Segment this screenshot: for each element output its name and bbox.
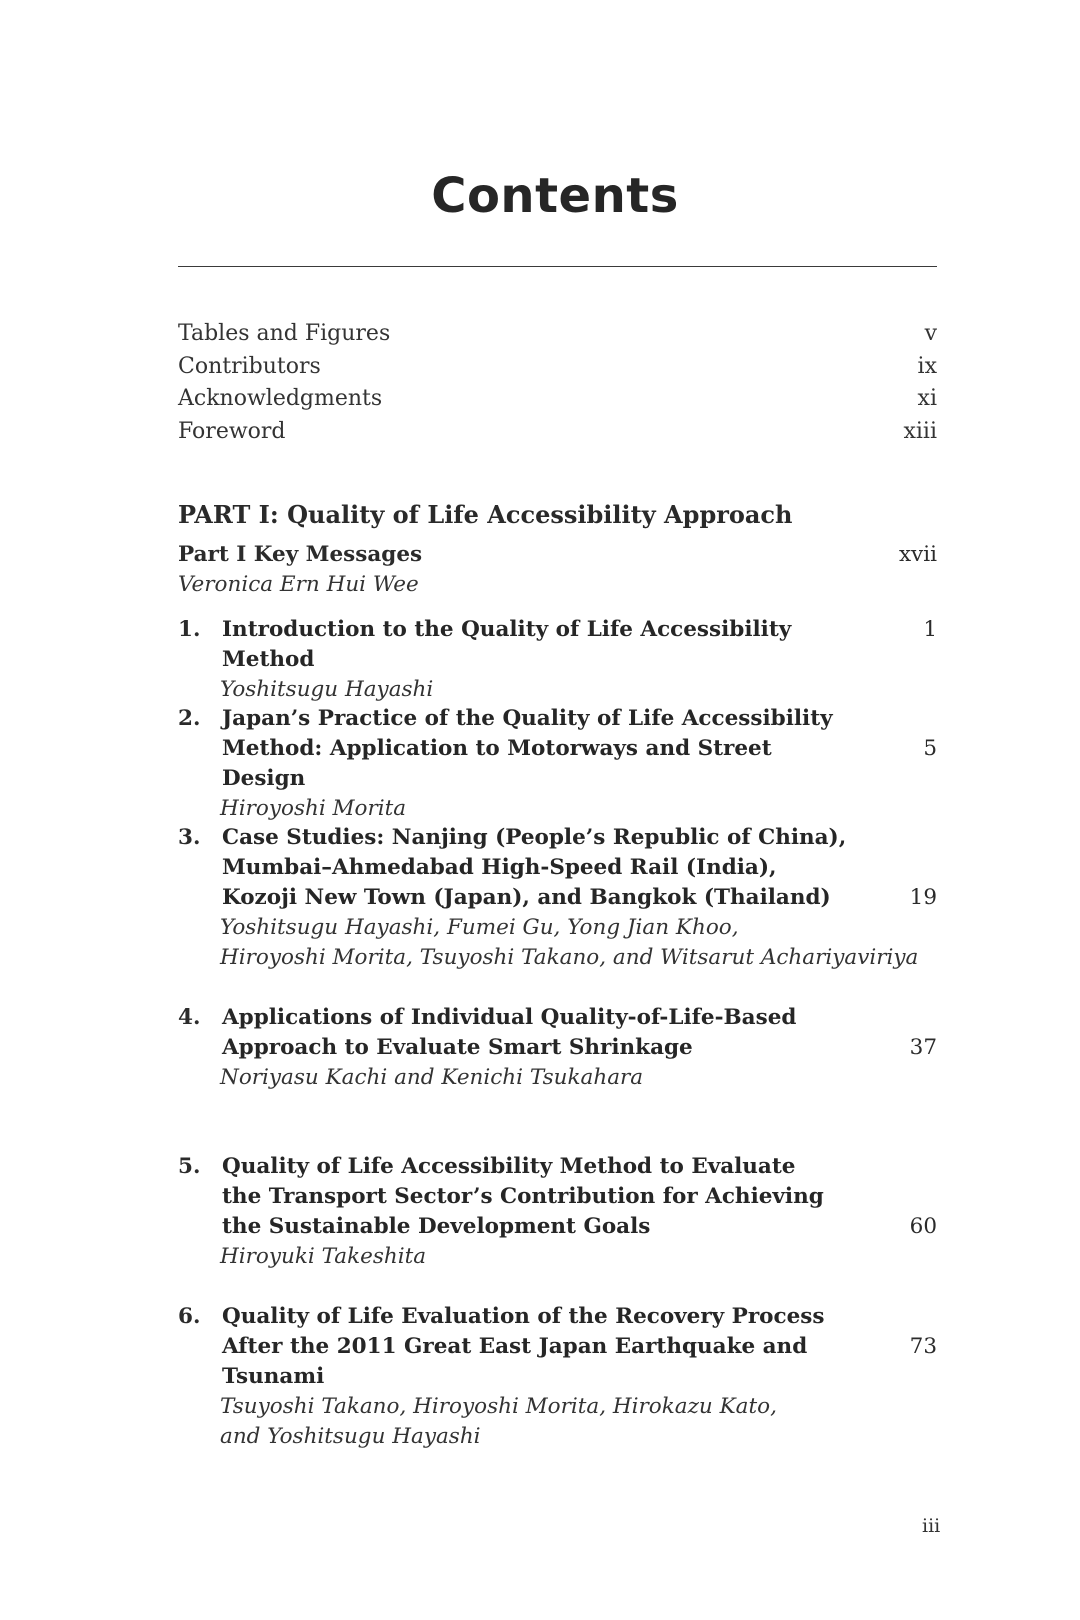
- entry-label: Foreword: [178, 418, 286, 444]
- chapter-title: Applications of Individual Quality-of-Life-Based Approach to Evaluate Smart Shrinkage: [222, 1005, 797, 1060]
- chapter-authors: Noriyasu Kachi and Kenichi Tsukahara: [220, 1065, 644, 1090]
- page-title: Contents: [431, 168, 679, 224]
- page-number: iii: [922, 1515, 941, 1537]
- chapter-number: 5.: [178, 1154, 201, 1179]
- toc-entry-tables-and-figures[interactable]: [178, 318, 937, 351]
- entry-author: Veronica Ern Hui Wee: [178, 572, 419, 597]
- entry-page: xiii: [903, 418, 937, 444]
- title-rule: [178, 266, 937, 267]
- entry-page: xi: [917, 386, 937, 411]
- chapter-number: 4.: [178, 1005, 201, 1030]
- chapter-authors: Hiroyoshi Morita: [220, 796, 407, 821]
- chapter-title: Quality of Life Evaluation of the Recovery Process After the 2011 Great East Japan Earthquake and Tsunami: [222, 1304, 825, 1389]
- chapter-number: 1.: [178, 617, 201, 642]
- chapter-page: 73: [909, 1334, 937, 1359]
- chapter-title: Introduction to the Quality of Life Accessibility Method: [222, 617, 792, 672]
- toc-entry-foreword[interactable]: [178, 416, 937, 449]
- part-heading: PART I: Quality of Life Accessibility Approach: [178, 500, 793, 529]
- chapter-authors: Yoshitsugu Hayashi: [220, 677, 434, 702]
- chapter-authors: Hiroyuki Takeshita: [220, 1244, 427, 1269]
- chapter-title: Quality of Life Accessibility Method to Evaluate the Transport Sector’s Contribution for Achieving the Sustainable Development Goals: [222, 1154, 824, 1239]
- toc-chapter-6[interactable]: [178, 1302, 937, 1452]
- chapter-authors: Tsuyoshi Takano, Hiroyoshi Morita, Hirokazu Kato, and Yoshitsugu Hayashi: [220, 1394, 777, 1449]
- toc-chapter-4[interactable]: [178, 1003, 937, 1093]
- entry-page: v: [924, 321, 937, 346]
- chapter-number: 2.: [178, 706, 201, 731]
- chapter-title: Japan’s Practice of the Quality of Life Accessibility Method: Application to Motorways and Street Design: [222, 706, 833, 791]
- entry-label: Part I Key Messages: [178, 542, 423, 567]
- entry-label: Tables and Figures: [178, 321, 391, 346]
- chapter-number: 6.: [178, 1304, 201, 1329]
- toc-entry-acknowledgments[interactable]: [178, 383, 937, 416]
- chapter-title: Case Studies: Nanjing (People’s Republic of China), Mumbai–Ahmedabad High-Speed Rail (India), Kozoji New Town (Japan), and Bangkok (Thailand): [222, 825, 847, 910]
- chapter-page: 5: [923, 736, 937, 761]
- toc-chapter-2[interactable]: [178, 704, 937, 824]
- chapter-number: 3.: [178, 825, 201, 850]
- toc-chapter-5[interactable]: [178, 1152, 937, 1272]
- entry-label: Contributors: [178, 353, 321, 379]
- chapter-page: 1: [923, 617, 937, 642]
- toc-entry-part-key-messages[interactable]: [178, 540, 937, 600]
- front-matter-list: [178, 318, 937, 448]
- toc-chapter-3[interactable]: [178, 823, 937, 973]
- toc-chapter-1[interactable]: [178, 615, 937, 705]
- entry-page: xvii: [898, 542, 937, 567]
- chapter-page: 60: [909, 1214, 937, 1239]
- chapter-page: 19: [909, 885, 937, 910]
- entry-page: ix: [917, 353, 937, 379]
- chapter-page: 37: [909, 1035, 937, 1060]
- toc-entry-contributors[interactable]: [178, 351, 937, 384]
- chapter-authors: Yoshitsugu Hayashi, Fumei Gu, Yong Jian Khoo, Hiroyoshi Morita, Tsuyoshi Takano, and Witsarut Achariyaviriya: [220, 915, 919, 970]
- entry-label: Acknowledgments: [178, 386, 383, 411]
